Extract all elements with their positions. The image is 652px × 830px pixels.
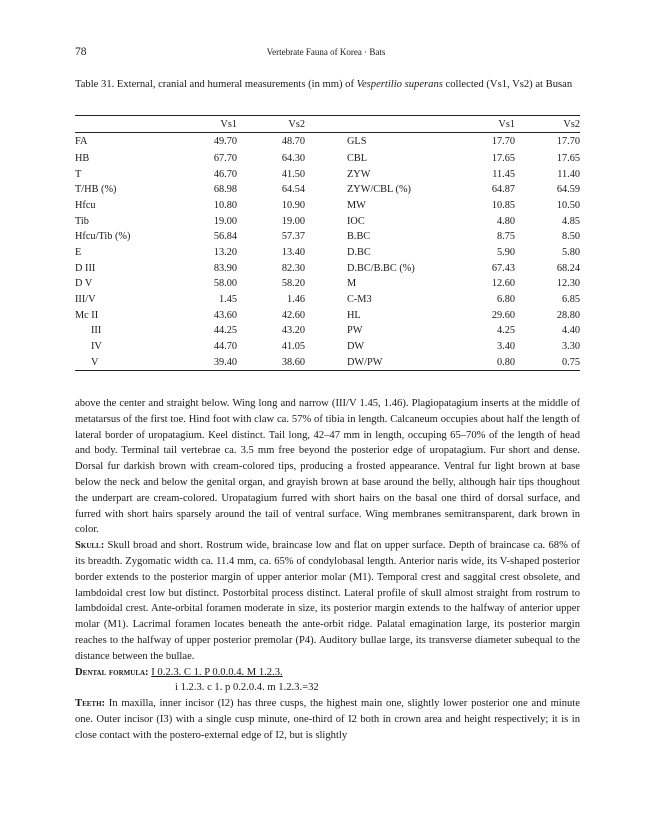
- dental-formula-upper: I 0.2.3. C 1. P 0.0.0.4. M 1.2.3.: [151, 666, 283, 678]
- table-row: [75, 151, 580, 167]
- value-vs1: 46.70: [213, 168, 237, 180]
- value-vs1: 8.75: [496, 231, 515, 243]
- row-label: T: [75, 168, 82, 180]
- value-vs1: 4.80: [496, 215, 515, 227]
- row-label: DW/PW: [347, 354, 455, 370]
- value-vs2: 4.40: [561, 325, 580, 337]
- row-spacer: [305, 339, 347, 355]
- row-label: D V: [75, 278, 93, 290]
- value-vs2: 11.40: [557, 168, 580, 180]
- value-vs2: 5.80: [561, 246, 580, 258]
- value-vs2: 6.85: [561, 294, 580, 306]
- teeth-heading: Teeth:: [75, 698, 106, 710]
- table-row: [75, 307, 580, 323]
- table-row: [75, 166, 580, 182]
- value-vs1: 10.80: [213, 199, 237, 211]
- row-label: PW: [347, 325, 363, 337]
- value-vs1: 58.00: [213, 278, 237, 290]
- row-label: ZYW: [347, 168, 371, 180]
- value-vs2: 43.20: [281, 325, 305, 337]
- table-row: [75, 260, 580, 276]
- value-vs2: 3.30: [561, 341, 580, 353]
- row-spacer: [305, 245, 347, 261]
- value-vs2: 1.46: [286, 294, 305, 306]
- row-label: Hfcu/Tib (%): [75, 231, 131, 243]
- table-row: [75, 133, 580, 151]
- row-spacer: [305, 151, 347, 167]
- header-cell: [347, 116, 455, 133]
- row-label: ZYW/CBL (%): [347, 184, 411, 196]
- value-vs2: 58.20: [281, 278, 305, 290]
- dental-formula-lower: i 1.2.3. c 1. p 0.2.0.4. m 1.2.3.=32: [175, 682, 319, 694]
- value-vs1: 1.45: [218, 294, 237, 306]
- body-text: [75, 396, 580, 744]
- value-vs1: 43.60: [213, 309, 237, 321]
- value-vs2: 64.59: [556, 184, 580, 196]
- skull-text: Skull broad and short. Rostrum wide, braincase low and flat on upper surface. Depth of braincase ca. 68% of its breadth. Zygomatic width ca. 11.4 mm, ca. 65% of condylobasal length. Anterior naris wide, its V-shaped posterior border extends to the posterior margin of upper anterior molar (M1). Temporal crest and saggital crest obsolete, and lambdoidal crest low but distinct. Postorbital process distinct. Lateral profile of skull almost straight from rostrum to lambdoidal crest. Ante-orbital foramen moderate in size, its posterior margin extends to the halfway of anterior upper molar (M1). Lacrimal foramen locates beneath the ante-orbit ridge. Palatal emagination large, its posterior margin reaches to the halfway of upper posterior premolar (P4). Auditory bullae large, its transverse diameter subequal to the distance between the bullae.: [75, 540, 580, 662]
- row-spacer: [305, 292, 347, 308]
- skull-paragraph: [75, 538, 580, 664]
- value-vs2: 17.70: [556, 136, 580, 148]
- value-vs2: 12.30: [556, 278, 580, 290]
- measurements-table: [75, 115, 580, 371]
- value-vs1: 29.60: [491, 309, 515, 321]
- value-vs1: 67.43: [491, 262, 515, 274]
- table-row: [75, 276, 580, 292]
- page-header: [75, 46, 577, 60]
- value-vs2: 28.80: [556, 309, 580, 321]
- value-vs2: 41.50: [281, 168, 305, 180]
- header-cell: Vs1: [455, 116, 515, 133]
- value-vs2: 8.50: [561, 231, 580, 243]
- value-vs1: 17.65: [491, 152, 515, 164]
- value-vs1: 10.85: [491, 199, 515, 211]
- value-vs1: 13.20: [213, 246, 237, 258]
- value-vs1: 68.98: [213, 184, 237, 196]
- value-vs1: 64.87: [491, 184, 515, 196]
- value-vs2: 10.90: [281, 199, 305, 211]
- running-head: Vertebrate Fauna of Korea · Bats: [266, 47, 386, 57]
- row-label: Mc II: [75, 309, 99, 321]
- row-spacer: [305, 133, 347, 151]
- row-label: T/HB (%): [75, 184, 117, 196]
- row-spacer: [305, 213, 347, 229]
- table-row: [75, 229, 580, 245]
- value-vs1: 56.84: [213, 231, 237, 243]
- caption-species: Vespertilio superans: [356, 79, 443, 90]
- caption-prefix: Table 31. External, cranial and humeral measurements (in mm) of: [75, 79, 357, 90]
- header-cell: [75, 116, 175, 133]
- row-label: B.BC: [347, 231, 371, 243]
- row-label: III: [91, 325, 102, 337]
- value-vs2: 64.30: [281, 152, 305, 164]
- value-vs1: 44.25: [213, 325, 237, 337]
- row-spacer: [305, 198, 347, 214]
- row-label: Tib: [75, 215, 89, 227]
- row-label: C-M3: [347, 294, 372, 306]
- value-vs2: 64.54: [281, 184, 305, 196]
- value-vs2: 13.40: [281, 246, 305, 258]
- table-row: [75, 339, 580, 355]
- value-vs2: 0.75: [515, 354, 580, 370]
- header-cell: Vs2: [515, 116, 580, 133]
- table-row: [75, 182, 580, 198]
- table-row: [75, 354, 580, 370]
- row-spacer: [305, 166, 347, 182]
- teeth-text: In maxilla, inner incisor (I2) has three cusps, the highest main one, slightly lower posterior one and minute one. Outer incisor (I3) with a single cusp minute, one-third of I2 both in crown area and height respectively; it is in close contact with the postero-external edge of I2, but is slightly: [75, 698, 580, 741]
- row-label: FA: [75, 136, 88, 148]
- value-vs1: 49.70: [213, 136, 237, 148]
- row-spacer: [305, 307, 347, 323]
- table-header-row: [75, 116, 580, 133]
- value-vs2: 82.30: [281, 262, 305, 274]
- caption-suffix: collected (Vs1, Vs2) at Busan: [442, 79, 573, 90]
- row-label: D.BC: [347, 246, 371, 258]
- header-cell: Vs1: [175, 116, 237, 133]
- row-spacer: [305, 182, 347, 198]
- table-row: [75, 323, 580, 339]
- table-caption: [75, 77, 580, 93]
- value-vs2: 17.65: [556, 152, 580, 164]
- row-label: V: [75, 354, 175, 370]
- value-vs1: 12.60: [491, 278, 515, 290]
- value-vs2: 19.00: [281, 215, 305, 227]
- value-vs2: 4.85: [561, 215, 580, 227]
- value-vs2: 10.50: [556, 199, 580, 211]
- table-row: [75, 213, 580, 229]
- table-row: [75, 292, 580, 308]
- dental-formula: [75, 665, 580, 681]
- row-spacer: [305, 323, 347, 339]
- value-vs1: 11.45: [492, 168, 515, 180]
- row-label: M: [347, 278, 357, 290]
- row-label: IOC: [347, 215, 365, 227]
- row-label: E: [75, 246, 82, 258]
- value-vs2: 48.70: [281, 136, 305, 148]
- value-vs2: 41.05: [281, 341, 305, 353]
- row-label: CBL: [347, 152, 368, 164]
- value-vs1: 44.70: [213, 341, 237, 353]
- value-vs1: 19.00: [213, 215, 237, 227]
- teeth-paragraph: [75, 696, 580, 743]
- value-vs1: 39.40: [175, 354, 237, 370]
- row-label: Hfcu: [75, 199, 96, 211]
- value-vs1: 5.90: [496, 246, 515, 258]
- value-vs2: 42.60: [281, 309, 305, 321]
- row-label: MW: [347, 199, 366, 211]
- row-spacer: [305, 229, 347, 245]
- value-vs2: 68.24: [556, 262, 580, 274]
- row-spacer: [305, 260, 347, 276]
- header-spacer: [305, 116, 347, 133]
- table-row: [75, 245, 580, 261]
- value-vs1: 4.25: [496, 325, 515, 337]
- description-paragraph: above the center and straight below. Wing long and narrow (III/V 1.45, 1.46). Plagiopatagium inserts at the middle of metatarsus of the first toe. Hind foot with claw ca. 57% of tibia in length. Calcaneum occupies about half the length of lateral border of uropatagium. Keel distinct. Tail long, 42–47 mm in length, occuping 65–70% of the length of head and body. Terminal tail vertebrae ca. 3.5 mm free beyond the posterior edge of uropatagium. Fur short and dense. Dorsal fur darkish brown with cream-colored tips, producing a frosted appearance. Ventral fur light brown at base below the neck and below the genital organ, and grayish brown at base around the belly, although hair tips thoughout the underpart are cream-colored. Uropatagium furred with short hairs on the basal one third of dorsal surface, and furred with short hairs sparsely around the tail of ventral surface. Wing membranes semitransparent, dark brown in color.: [75, 398, 580, 536]
- row-spacer: [305, 276, 347, 292]
- value-vs1: 67.70: [213, 152, 237, 164]
- row-label: IV: [91, 341, 102, 353]
- dental-formula-heading: Dental formula:: [75, 666, 149, 678]
- row-label: III/V: [75, 294, 96, 306]
- value-vs1: 3.40: [496, 341, 515, 353]
- value-vs1: 83.90: [213, 262, 237, 274]
- row-label: HB: [75, 152, 90, 164]
- skull-heading: Skull:: [75, 540, 105, 552]
- value-vs1: 0.80: [455, 354, 515, 370]
- value-vs2: 57.37: [281, 231, 305, 243]
- row-label: DW: [347, 341, 365, 353]
- row-label: D.BC/B.BC (%): [347, 262, 415, 274]
- page-number: 78: [75, 46, 87, 58]
- value-vs2: 38.60: [237, 354, 305, 370]
- value-vs1: 17.70: [491, 136, 515, 148]
- value-vs1: 6.80: [496, 294, 515, 306]
- row-label: HL: [347, 309, 361, 321]
- table-row: [75, 198, 580, 214]
- row-label: GLS: [347, 136, 367, 148]
- header-cell: Vs2: [237, 116, 305, 133]
- row-label: D III: [75, 262, 96, 274]
- row-spacer: [305, 354, 347, 370]
